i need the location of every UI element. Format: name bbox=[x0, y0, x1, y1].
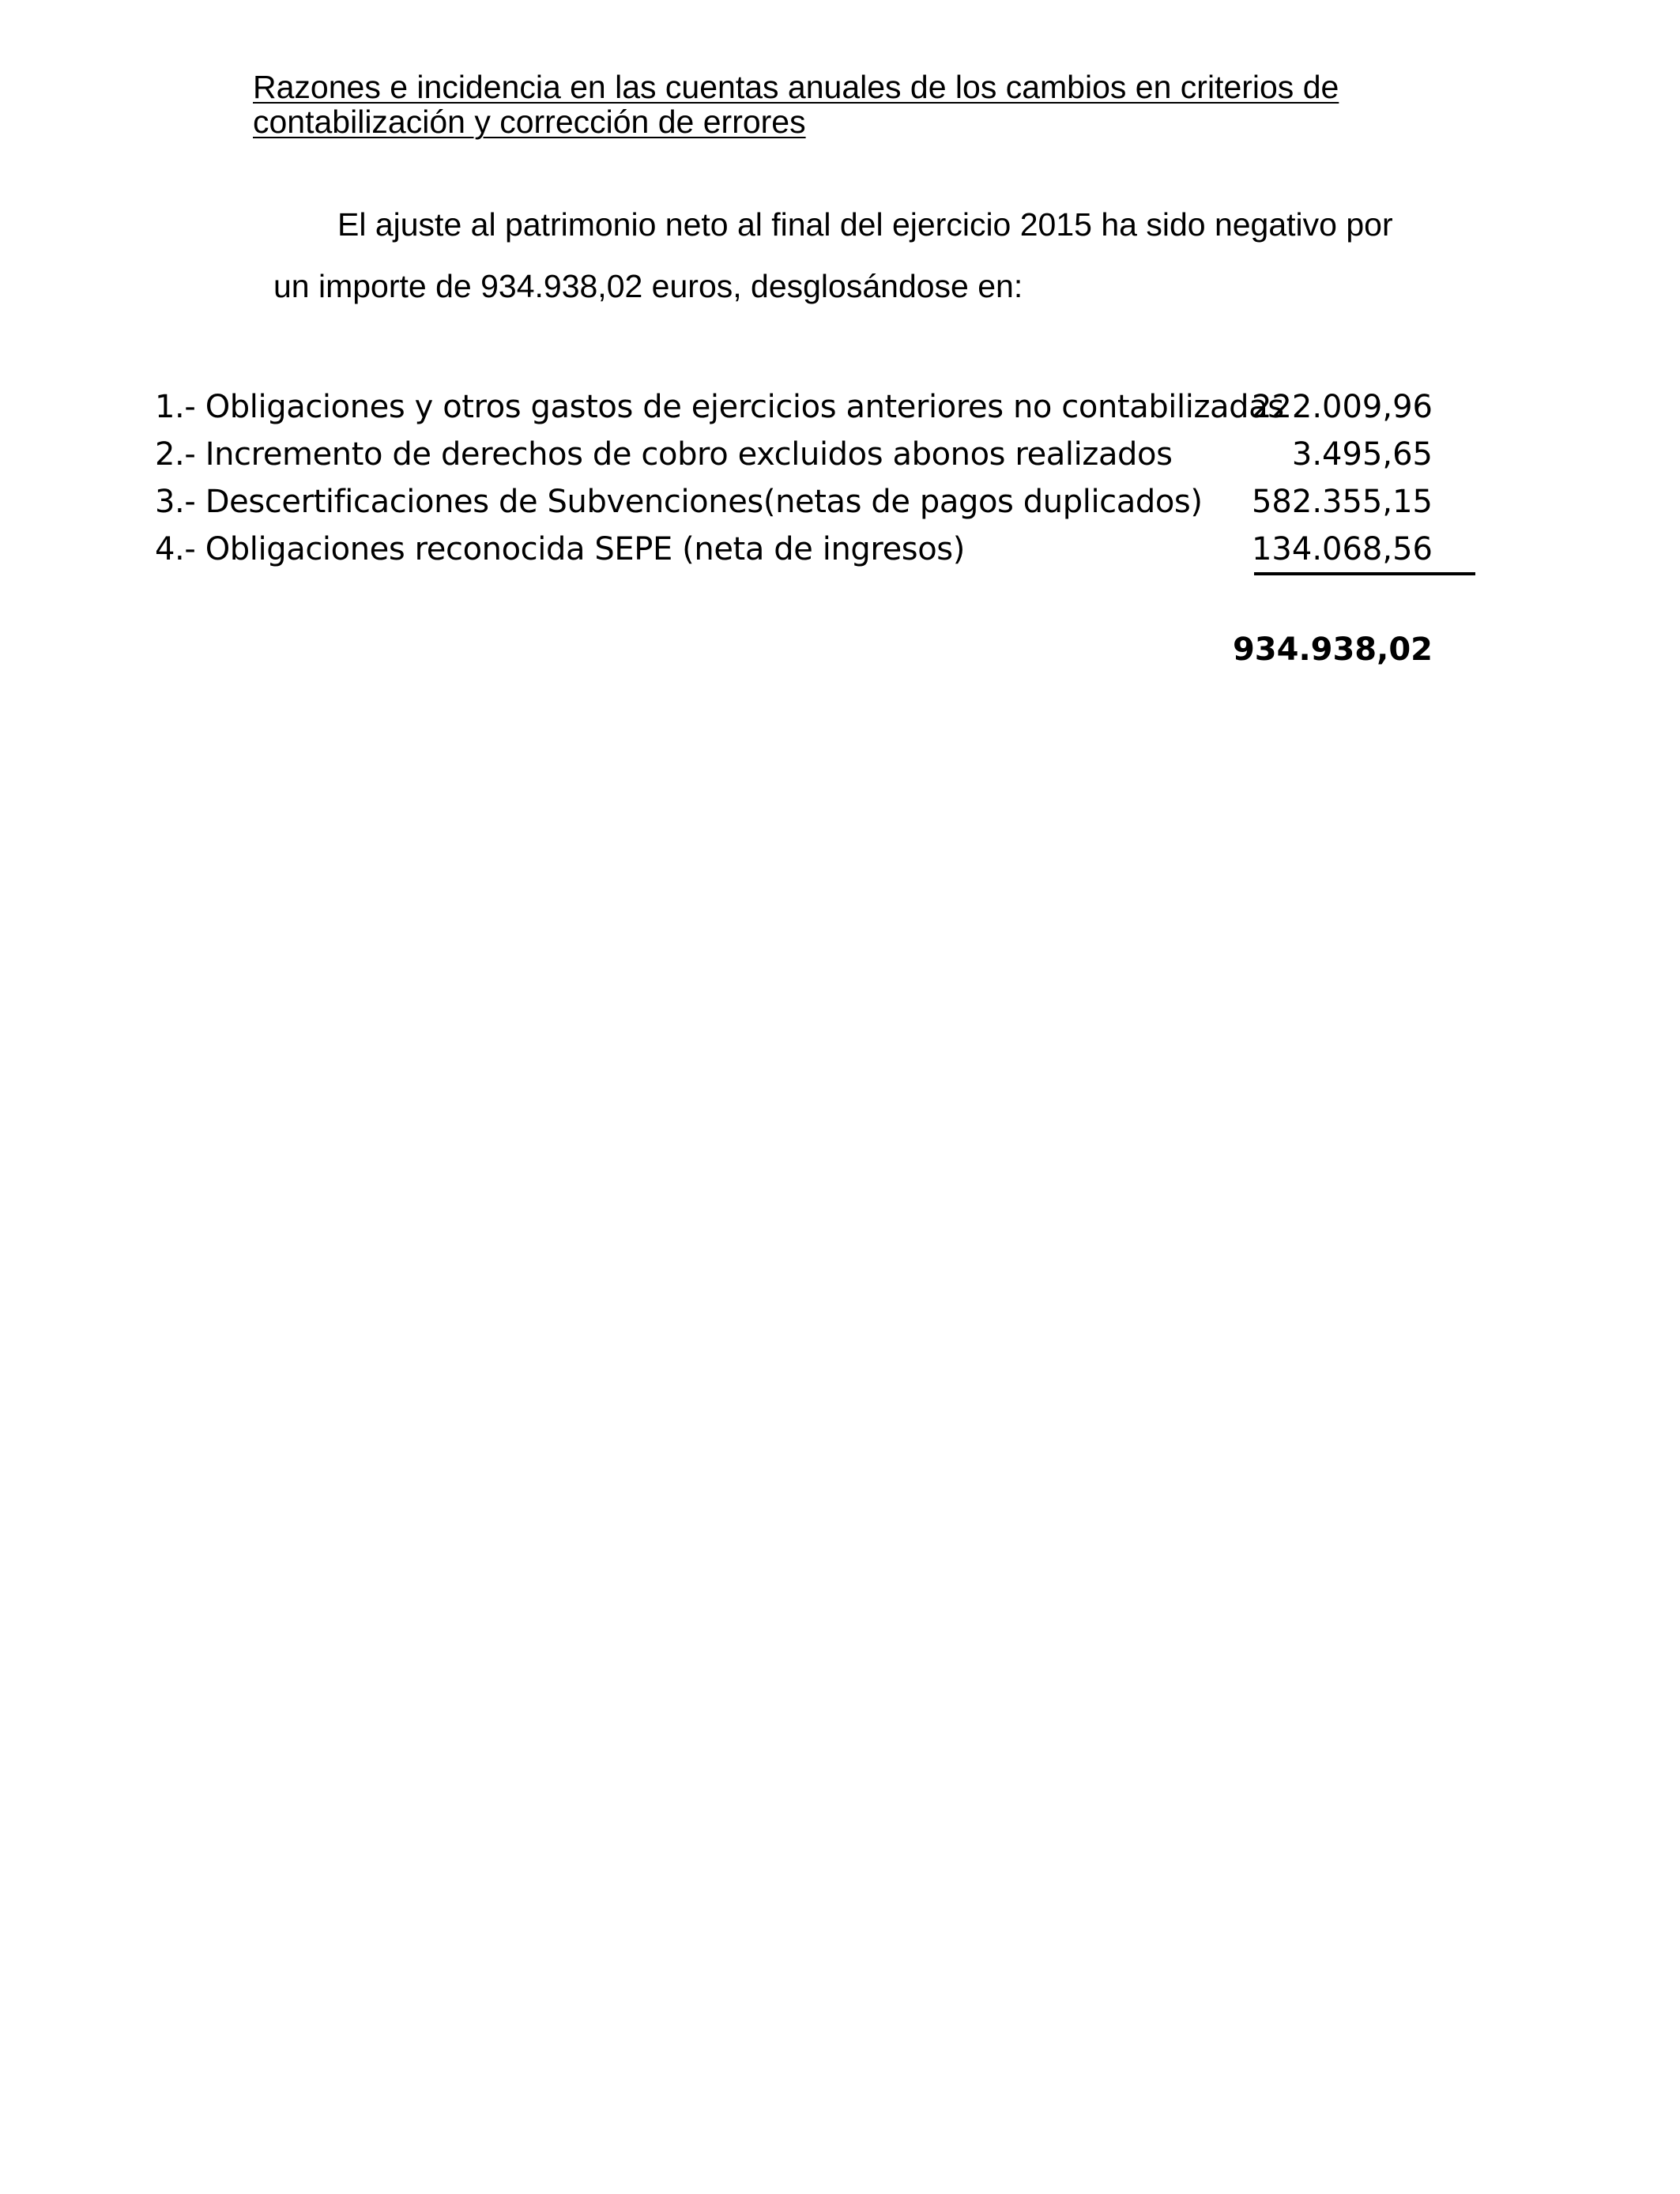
breakdown-total: 934.938,02 bbox=[1232, 631, 1433, 668]
section-heading bbox=[253, 70, 1438, 139]
intro-paragraph bbox=[273, 194, 1459, 317]
section-heading-line-1: Razones e incidencia en las cuentas anuales de los cambios en criterios de bbox=[253, 69, 1339, 105]
intro-line-2: un importe de 934.938,02 euros, desglosándose en: bbox=[273, 268, 1023, 304]
sum-divider-line bbox=[1254, 572, 1475, 575]
breakdown-item-3 bbox=[155, 478, 1482, 526]
breakdown-item-label: 2.- Incremento de derechos de cobro excluidos abonos realizados bbox=[155, 436, 1173, 473]
breakdown-item-amount: 582.355,15 bbox=[1251, 484, 1433, 520]
section-heading-line-2: contabilización y corrección de errores bbox=[253, 104, 806, 140]
breakdown-item-label: 3.- Descertificaciones de Subvenciones(netas de pagos duplicados) bbox=[155, 484, 1203, 520]
breakdown-item-label: 1.- Obligaciones y otros gastos de ejercicios anteriores no contabilizadas bbox=[155, 389, 1284, 425]
breakdown-item-amount: 134.068,56 bbox=[1251, 531, 1433, 567]
breakdown-item-1 bbox=[155, 383, 1482, 431]
breakdown-item-label: 4.- Obligaciones reconocida SEPE (neta de ingresos) bbox=[155, 531, 965, 567]
breakdown-item-amount: 3.495,65 bbox=[1291, 436, 1433, 473]
adjustment-breakdown-list bbox=[155, 383, 1482, 573]
breakdown-item-4 bbox=[155, 526, 1482, 573]
breakdown-item-amount: 222.009,96 bbox=[1251, 389, 1433, 425]
breakdown-item-2 bbox=[155, 431, 1482, 478]
intro-line-1: El ajuste al patrimonio neto al final del ejercicio 2015 ha sido negativo por bbox=[337, 206, 1393, 243]
